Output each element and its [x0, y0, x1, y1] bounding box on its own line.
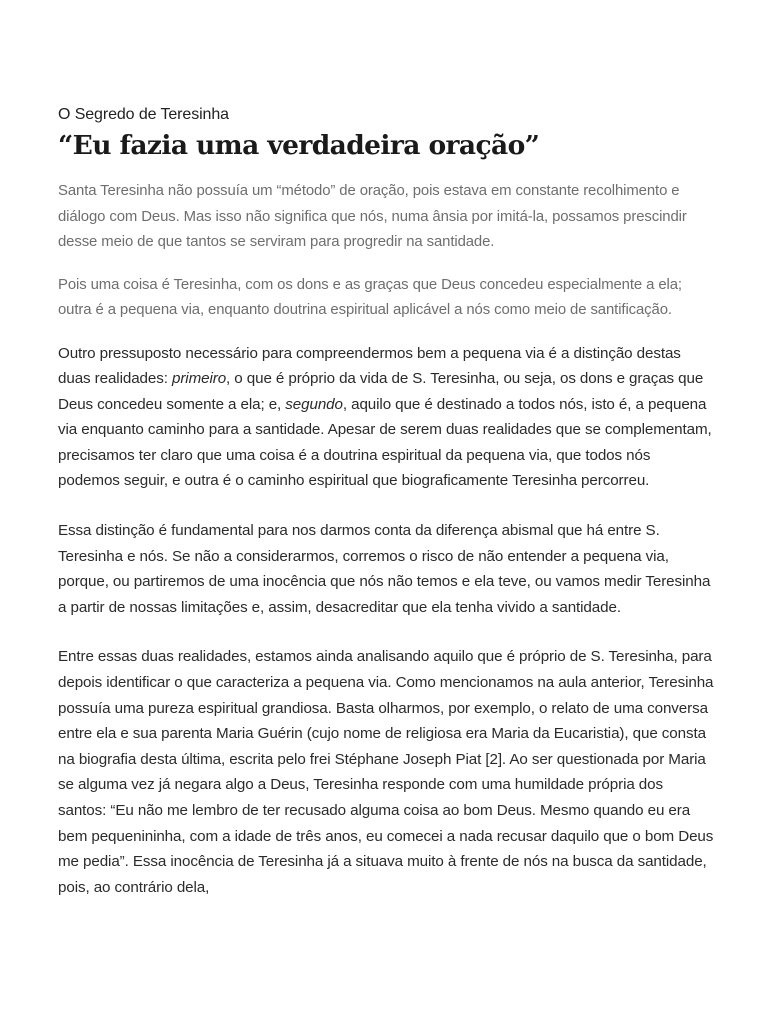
body-paragraph-1	[58, 341, 714, 495]
paragraph-text: , o que é próprio da vida de S. Teresinha, ou seja, os dons e graças que Deus concedeu somente a ela; e,	[58, 370, 704, 413]
emphasis-segundo: segundo	[285, 395, 343, 413]
lead-paragraph-2: Pois uma coisa é Teresinha, com os dons e as graças que Deus concedeu especialmente a ela; outra é a pequena via, enquanto doutrina espiritual aplicável a nós como meio de santificação.	[58, 276, 682, 318]
lead-paragraph-1: Santa Teresinha não possuía um “método” de oração, pois estava em constante recolhimento e diálogo com Deus. Mas isso não significa que nós, numa ânsia por imitá-la, possamos prescindir desse meio de que tantos se serviram para progredir na santidade.	[58, 183, 687, 250]
body-paragraph-2: Essa distinção é fundamental para nos darmos conta da diferença abismal que há entre S. Teresinha e nós. Se não a considerarmos, corremos o risco de não entender a pequena via, porque, ou partiremos de uma inocência que nós não temos e ela teve, ou vamos medir Teresinha a partir de nossas limitações e, assim, desacreditar que ela tenha vivido a santidade.	[58, 522, 711, 616]
body-paragraph-3: Entre essas duas realidades, estamos ainda analisando aquilo que é próprio de S. Teresinha, para depois identificar o que caracteriza a pequena via. Como mencionamos na aula anterior, Teresinha possuía uma pureza espiritual grandiosa. Basta olharmos, por exemplo, o relato de uma conversa entre ela e sua parenta Maria Guérin (cujo nome de religiosa era Maria da Eucaristia), que consta na biografia desta última, escrita pelo frei Stéphane Joseph Piat [2]. Ao ser questionada por Maria se alguma vez já negara algo a Deus, Teresinha responde com uma humildade própria dos santos: “Eu não me lembro de ter recusado alguma coisa ao bom Deus. Mesmo quando eu era bem pequenininha, com a idade de três anos, eu comecei a nada recusar daquilo que o bom Deus me pedia”. Essa inocência de Teresinha já a situava muito à frente de nós na busca da santidade, pois, ao contrário dela,	[58, 648, 714, 896]
article	[58, 104, 714, 900]
paragraph-text: , aquilo que é destinado a todos nós, isto é, a pequena via enquanto caminho para a santidade. Apesar de serem duas realidades que se complementam, precisamos ter claro que uma coisa é a doutrina espiritual da pequena via, que todos nós podemos seguir, e outra é o caminho espiritual que biograficamente Teresinha percorreu.	[58, 395, 712, 490]
emphasis-primeiro: primeiro	[171, 370, 227, 388]
paragraph-text: Outro pressuposto necessário para compreendermos bem a pequena via é a distinção destas duas realidades:	[58, 344, 681, 388]
series-title: O Segredo de Teresinha	[58, 106, 229, 123]
article-title: “Eu fazia uma verdadeira oração”	[58, 130, 540, 161]
